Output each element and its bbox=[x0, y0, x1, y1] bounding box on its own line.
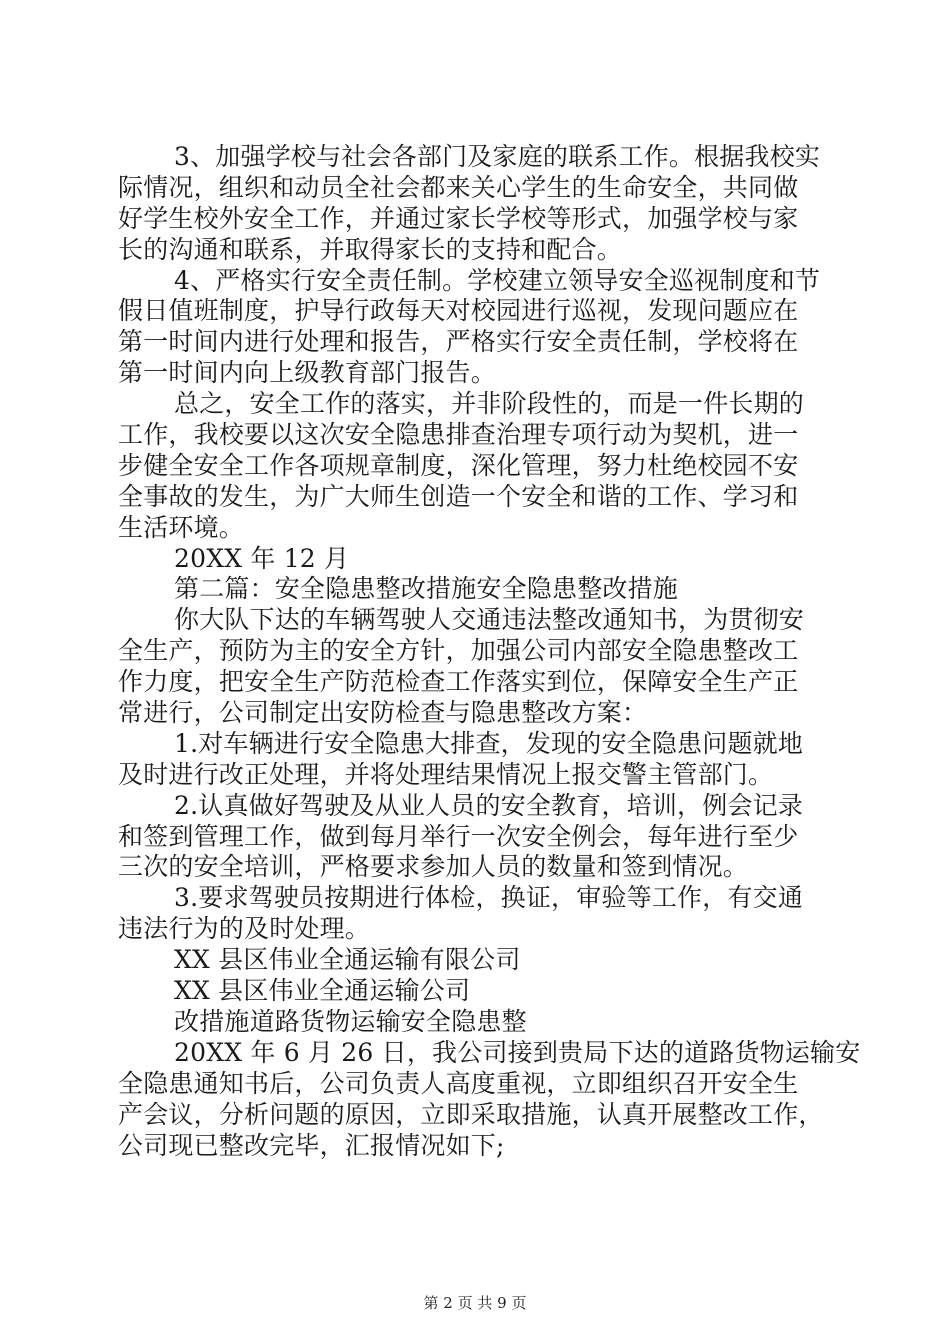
text-line: 和签到管理工作，做到每月举行一次安全例会，每年进行至少 bbox=[118, 821, 799, 851]
text-line: 3.要求驾驶员按期进行体检，换证，审验等工作，有交通 bbox=[174, 883, 804, 913]
text-line: XX 县区伟业全通运输有限公司 bbox=[174, 945, 521, 975]
text-line: 改措施道路货物运输安全隐患整 bbox=[174, 1006, 527, 1036]
text-line: 全事故的发生，为广大师生创造一个安全和谐的工作、学习和 bbox=[118, 481, 799, 511]
text-line: 步健全安全工作各项规章制度，深化管理，努力杜绝校园不安 bbox=[118, 450, 799, 480]
document-body bbox=[118, 142, 861, 1161]
text-line: 第一时间内进行处理和报告，严格实行安全责任制，学校将在 bbox=[118, 327, 799, 357]
text-line: 20XX 年 6 月 26 日，我公司接到贵局下达的道路货物运输安 bbox=[174, 1037, 861, 1067]
text-line: 作力度，把安全生产防范检查工作落实到位，保障安全生产正 bbox=[118, 667, 799, 697]
text-line: 违法行为的及时处理。 bbox=[118, 914, 371, 944]
text-line: 生活环境。 bbox=[118, 512, 245, 542]
text-line: 好学生校外安全工作，并通过家长学校等形式，加强学校与家 bbox=[118, 203, 799, 233]
page-footer: 第 2 页 共 9 页 bbox=[423, 1294, 527, 1312]
text-line: 假日值班制度，护导行政每天对校园进行巡视，发现问题应在 bbox=[118, 296, 799, 326]
text-line: 工作，我校要以这次安全隐患排查治理专项行动为契机，进一 bbox=[118, 420, 799, 450]
text-line: 长的沟通和联系，并取得家长的支持和配合。 bbox=[118, 234, 623, 264]
text-line: 常进行，公司制定出安防检查与隐患整改方案： bbox=[118, 698, 648, 728]
text-line: 2.认真做好驾驶及从业人员的安全教育，培训，例会记录 bbox=[174, 790, 804, 820]
text-line: 全生产，预防为主的安全方针，加强公司内部安全隐患整改工 bbox=[118, 636, 799, 666]
text-line: 全隐患通知书后，公司负责人高度重视，立即组织召开安全生 bbox=[118, 1068, 799, 1098]
text-line: 第二篇：安全隐患整改措施安全隐患整改措施 bbox=[174, 574, 679, 604]
text-line: 第一时间内向上级教育部门报告。 bbox=[118, 358, 497, 388]
text-line: 总之，安全工作的落实，并非阶段性的，而是一件长期的 bbox=[174, 389, 805, 419]
text-line: 4、严格实行安全责任制。学校建立领导安全巡视制度和节 bbox=[174, 265, 821, 295]
text-line: 你大队下达的车辆驾驶人交通违法整改通知书，为贯彻安 bbox=[174, 605, 805, 635]
text-line: 三次的安全培训，严格要求参加人员的数量和签到情况。 bbox=[118, 852, 749, 882]
text-line: 20XX 年 12 月 bbox=[174, 543, 350, 573]
text-line: 产会议，分析问题的原因，立即采取措施，认真开展整改工作， bbox=[118, 1099, 824, 1129]
text-line: 公司现已整改完毕，汇报情况如下; bbox=[118, 1130, 505, 1160]
text-line: 及时进行改正处理，并将处理结果情况上报交警主管部门。 bbox=[118, 759, 774, 789]
text-line: 1.对车辆进行安全隐患大排查，发现的安全隐患问题就地 bbox=[174, 728, 804, 758]
text-line: 际情况，组织和动员全社会都来关心学生的生命安全，共同做 bbox=[118, 172, 799, 202]
text-line: XX 县区伟业全通运输公司 bbox=[174, 976, 471, 1006]
text-line: 3、加强学校与社会各部门及家庭的联系工作。根据我校实 bbox=[174, 142, 821, 171]
